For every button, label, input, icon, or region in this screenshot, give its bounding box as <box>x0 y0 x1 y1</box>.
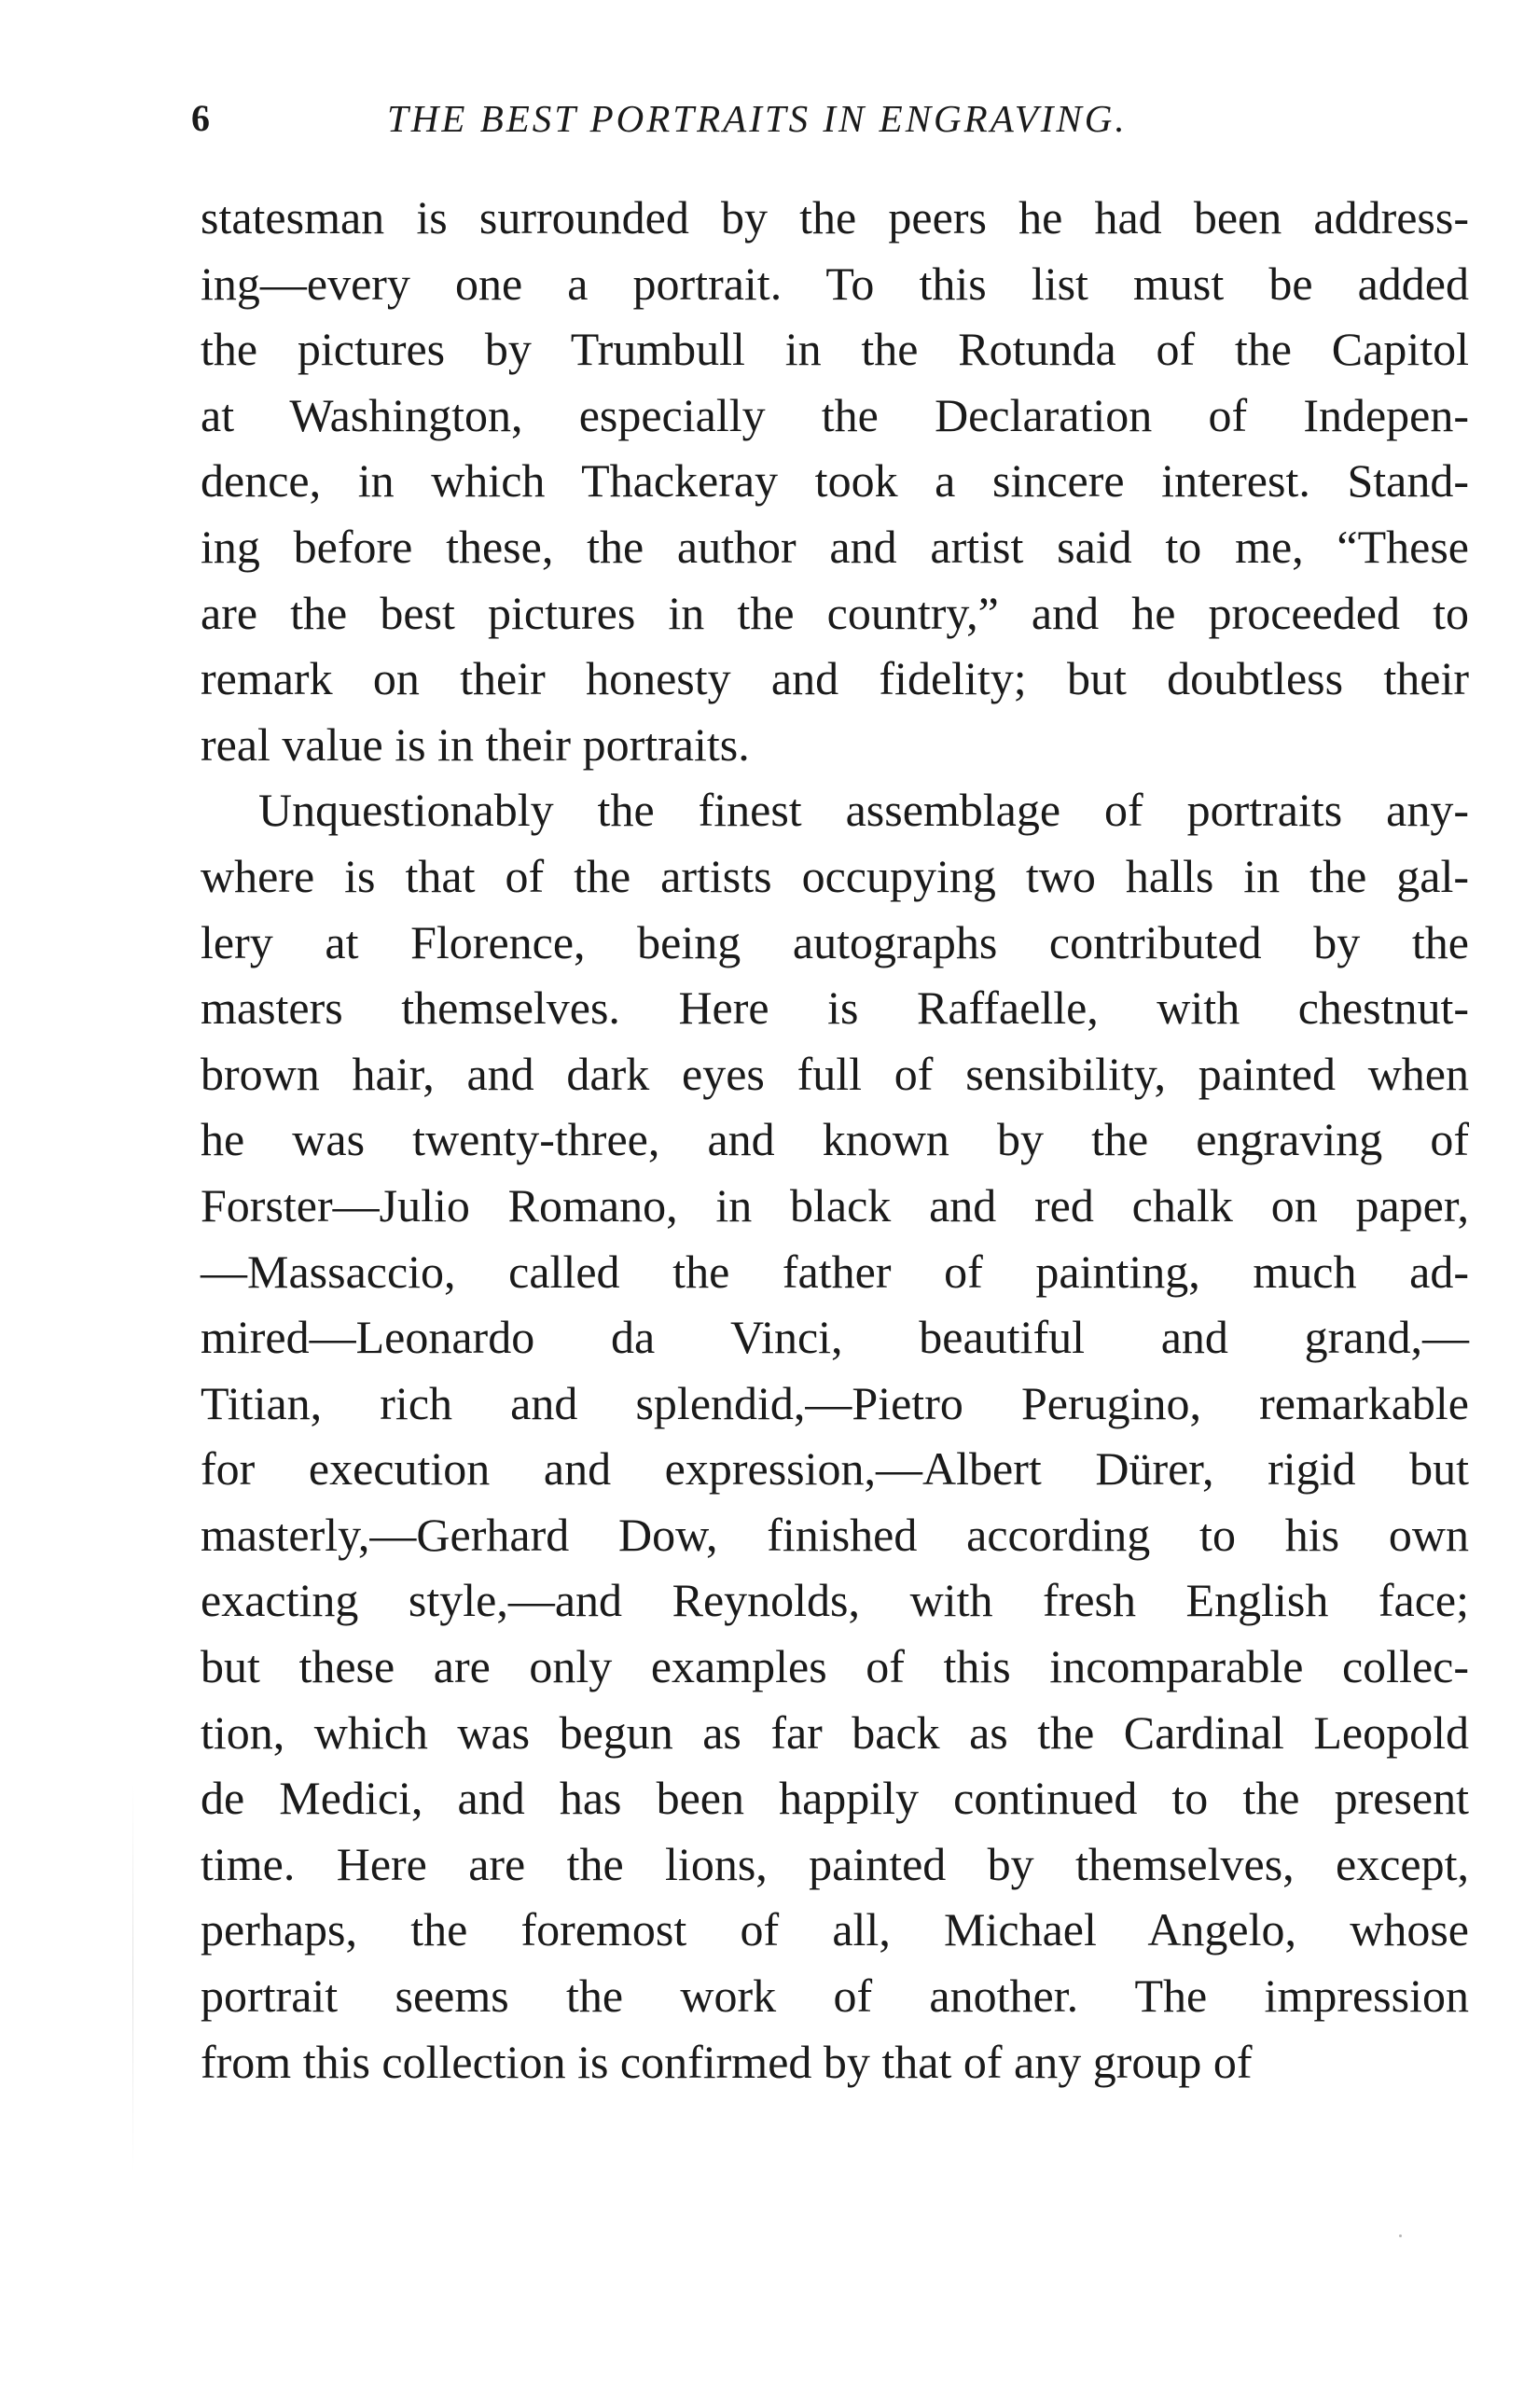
text-line: exacting style,—and Reynolds, with fresh English face; <box>201 1574 1469 1627</box>
text-line: time. Here are the lions, painted by themselves, except, <box>201 1837 1469 1890</box>
paragraph <box>201 185 1469 777</box>
running-head <box>191 86 1310 151</box>
page-number: 6 <box>191 97 210 139</box>
text-line: statesman is surrounded by the peers he had been address- <box>201 191 1469 244</box>
text-line: Titian, rich and splendid,—Pietro Perugino, remarkable <box>201 1376 1469 1429</box>
text-line: from this collection is confirmed by that of any group of <box>201 2035 1253 2088</box>
text-line: masters themselves. Here is Raffaelle, with chestnut- <box>201 981 1469 1035</box>
text-line: for execution and expression,—Albert Dürer, rigid but <box>201 1442 1469 1496</box>
text-line: mired—Leonardo da Vinci, beautiful and grand,— <box>201 1311 1469 1364</box>
text-line: brown hair, and dark eyes full of sensibility, painted when <box>201 1047 1469 1100</box>
body-text <box>201 185 1469 2095</box>
text-line: the pictures by Trumbull in the Rotunda of the Capitol <box>201 323 1469 376</box>
text-line: he was twenty-three, and known by the engraving of <box>201 1113 1469 1166</box>
text-line: portrait seems the work of another. The impression <box>201 1970 1469 2023</box>
text-line: masterly,—Gerhard Dow, finished according to his own <box>201 1508 1469 1561</box>
text-line: ing—every one a portrait. To this list must be added <box>201 257 1469 310</box>
text-line: at Washington, especially the Declaration of Indepen- <box>201 388 1469 441</box>
running-title: THE BEST PORTRAITS IN ENGRAVING. <box>387 97 1128 140</box>
text-line: Forster—Julio Romano, in black and red chalk on paper, <box>201 1178 1469 1232</box>
paper-speck <box>1399 2234 1402 2237</box>
text-line: lery at Florence, being autographs contributed by the <box>201 915 1469 968</box>
text-line: de Medici, and has been happily continued to the present <box>201 1772 1469 1825</box>
text-line: remark on their honesty and fidelity; but doubtless their <box>201 652 1469 705</box>
text-line: —Massaccio, called the father of painting, much ad- <box>201 1245 1469 1298</box>
margin-shadow <box>132 1782 133 2174</box>
text-line: where is that of the artists occupying two halls in the gal- <box>201 849 1469 902</box>
text-line: are the best pictures in the country,” and he proceeded to <box>201 586 1469 639</box>
text-line: dence, in which Thackeray took a sincere interest. Stand- <box>201 454 1469 508</box>
text-line: Unquestionably the finest assemblage of portraits any- <box>258 784 1469 837</box>
text-line: real value is in their portraits. <box>201 717 750 771</box>
text-line: tion, which was begun as far back as the Cardinal Leopold <box>201 1705 1469 1759</box>
paragraph <box>201 777 1469 2095</box>
text-line: ing before these, the author and artist said to me, “These <box>201 520 1469 573</box>
text-line: but these are only examples of this incomparable collec- <box>201 1640 1469 1693</box>
text-line: perhaps, the foremost of all, Michael Angelo, whose <box>201 1903 1469 1956</box>
